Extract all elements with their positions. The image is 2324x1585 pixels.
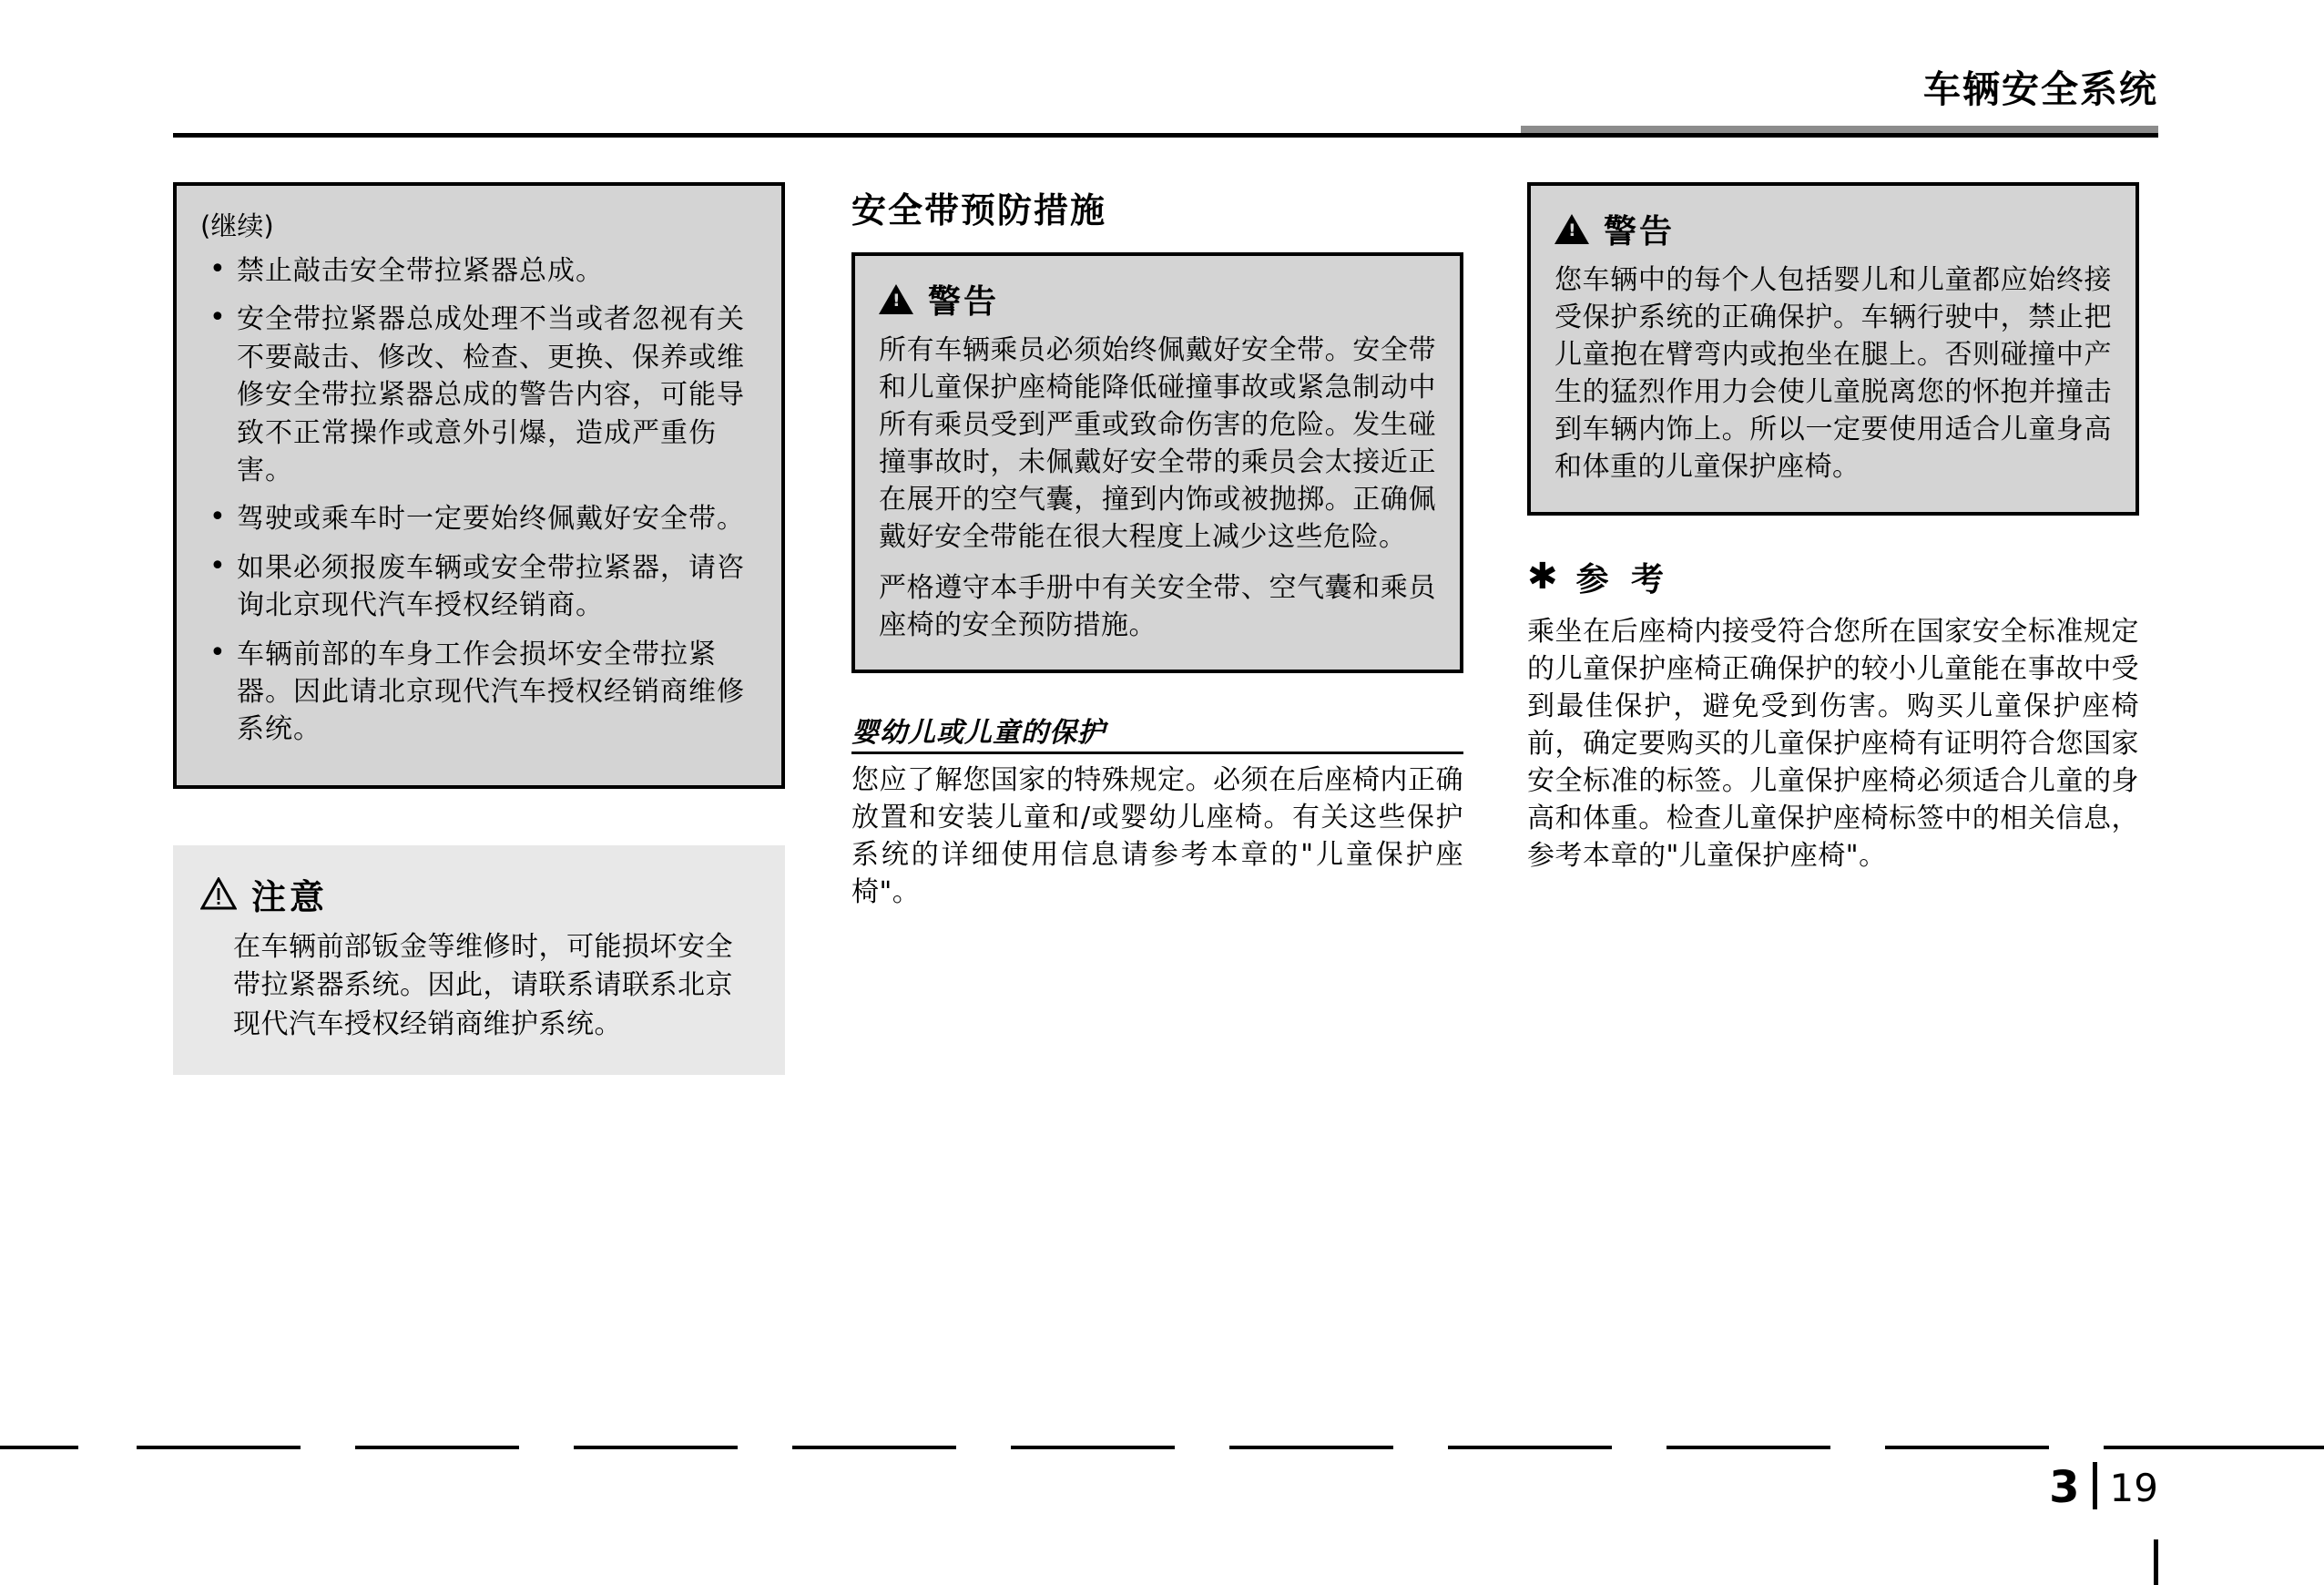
- warning-title: 警告: [928, 283, 1000, 321]
- subsection-heading-infant-child-protection: 婴幼儿或儿童的保护: [851, 710, 1463, 754]
- caution-triangle-icon: [200, 877, 237, 910]
- dash: [1229, 1446, 1393, 1449]
- column-middle: [851, 182, 1463, 911]
- reference-body: 乘坐在后座椅内接受符合您所在国家安全标准规定的儿童保护座椅正确保护的较小儿童能在事故中受到最佳保护，避免受到伤害。购买儿童保护座椅前，确定要购买的儿童保护座椅有证明符合您国家安全标准的标签。儿童保护座椅必须适合儿童的身高和体重。检查儿童保护座椅标签中的相关信息，参考本章的"儿童保护座椅"。: [1527, 615, 2139, 873]
- page-number-divider: [2093, 1462, 2097, 1509]
- dash: [1011, 1446, 1175, 1449]
- dash: [355, 1446, 519, 1449]
- dash: [1667, 1446, 1830, 1449]
- spacer: [173, 789, 785, 845]
- list-item: • 车辆前部的车身工作会损坏安全带拉紧器。因此请北京现代汽车授权经销商维修系统。: [200, 636, 758, 749]
- caution-box-header: [200, 869, 758, 919]
- warning-title: 警告: [1604, 213, 1676, 251]
- footer-dashed-rule: [0, 1446, 2324, 1449]
- asterisk-icon: ✱: [1527, 556, 1558, 598]
- section-heading-seatbelt-precautions: 安全带预防措施: [851, 190, 1107, 230]
- page-title: 车辆安全系统: [1923, 67, 2158, 111]
- warning-triangle-icon: [1554, 214, 1589, 244]
- chapter-number: 3: [2049, 1462, 2080, 1513]
- list-item: • 如果必须报废车辆或安全带拉紧器，请咨询北京现代汽车授权经销商。: [200, 549, 758, 625]
- warning-box-child-restraint: [1527, 182, 2139, 516]
- column-right: [1527, 182, 2139, 874]
- spacer: [851, 673, 1463, 710]
- list-item: • 禁止敲击安全带拉紧器总成。: [200, 252, 758, 290]
- header-divider: [173, 133, 2158, 138]
- dash: [137, 1446, 301, 1449]
- warning-box-header: [1554, 206, 2112, 252]
- page-header: [173, 67, 2158, 135]
- warning-box-header: [879, 276, 1436, 322]
- bottom-tick-mark: [2154, 1539, 2158, 1585]
- continued-label: (继续): [200, 210, 274, 241]
- warning-box-continued: [173, 182, 785, 789]
- warning-box-seatbelt: [851, 252, 1463, 673]
- list-item: • 驾驶或乘车时一定要始终佩戴好安全带。: [200, 500, 758, 537]
- dash: [792, 1446, 956, 1449]
- dash: [2104, 1446, 2324, 1449]
- warning-triangle-icon: [879, 284, 913, 314]
- list-item: • 安全带拉紧器总成处理不当或者忽视有关不要敲击、修改、检查、更换、保养或维修安全带拉紧器总成的警告内容，可能导致不正常操作或意外引爆，造成严重伤害。: [200, 301, 758, 489]
- warning-paragraph: 所有车辆乘员必须始终佩戴好安全带。安全带和儿童保护座椅能降低碰撞事故或紧急制动中所有乘员受到严重或致命伤害的危险。发生碰撞事故时，未佩戴好安全带的乘员会太接近正在展开的空气囊，撞到内饰或被抛掷。正确佩戴好安全带能在很大程度上减少这些危险。: [879, 334, 1436, 554]
- caution-title: 注意: [251, 876, 329, 917]
- page-number: 19: [2109, 1466, 2158, 1510]
- warning-bullet-list: [200, 252, 758, 749]
- dash: [574, 1446, 738, 1449]
- warning-paragraph: 严格遵守本手册中有关安全带、空气囊和乘员座椅的安全预防措施。: [879, 571, 1436, 641]
- caution-body: 在车辆前部钣金等维修时，可能损坏安全带拉紧器系统。因此，请联系请联系北京现代汽车授权经销商维护系统。: [233, 930, 733, 1040]
- dash: [0, 1446, 78, 1449]
- caution-box: [173, 845, 785, 1076]
- reference-header: [1527, 554, 2139, 600]
- column-left: [173, 182, 785, 1075]
- reference-title: 参 考: [1575, 560, 1670, 598]
- warning-body: 您车辆中的每个人包括婴儿和儿童都应始终接受保护系统的正确保护。车辆行驶中，禁止把儿童抱在臂弯内或抱坐在腿上。否则碰撞中产生的猛烈作用力会使儿童脱离您的怀抱并撞击到车辆内饰上。所以一定要使用适合儿童身高和体重的儿童保护座椅。: [1554, 264, 2112, 484]
- dash: [1448, 1446, 1612, 1449]
- dash: [1885, 1446, 2049, 1449]
- subsection-body: 您应了解您国家的特殊规定。必须在后座椅内正确放置和安装儿童和/或婴幼儿座椅。有关这些保护系统的详细使用信息请参考本章的"儿童保护座椅"。: [851, 763, 1463, 909]
- page-number-block: [2049, 1462, 2158, 1513]
